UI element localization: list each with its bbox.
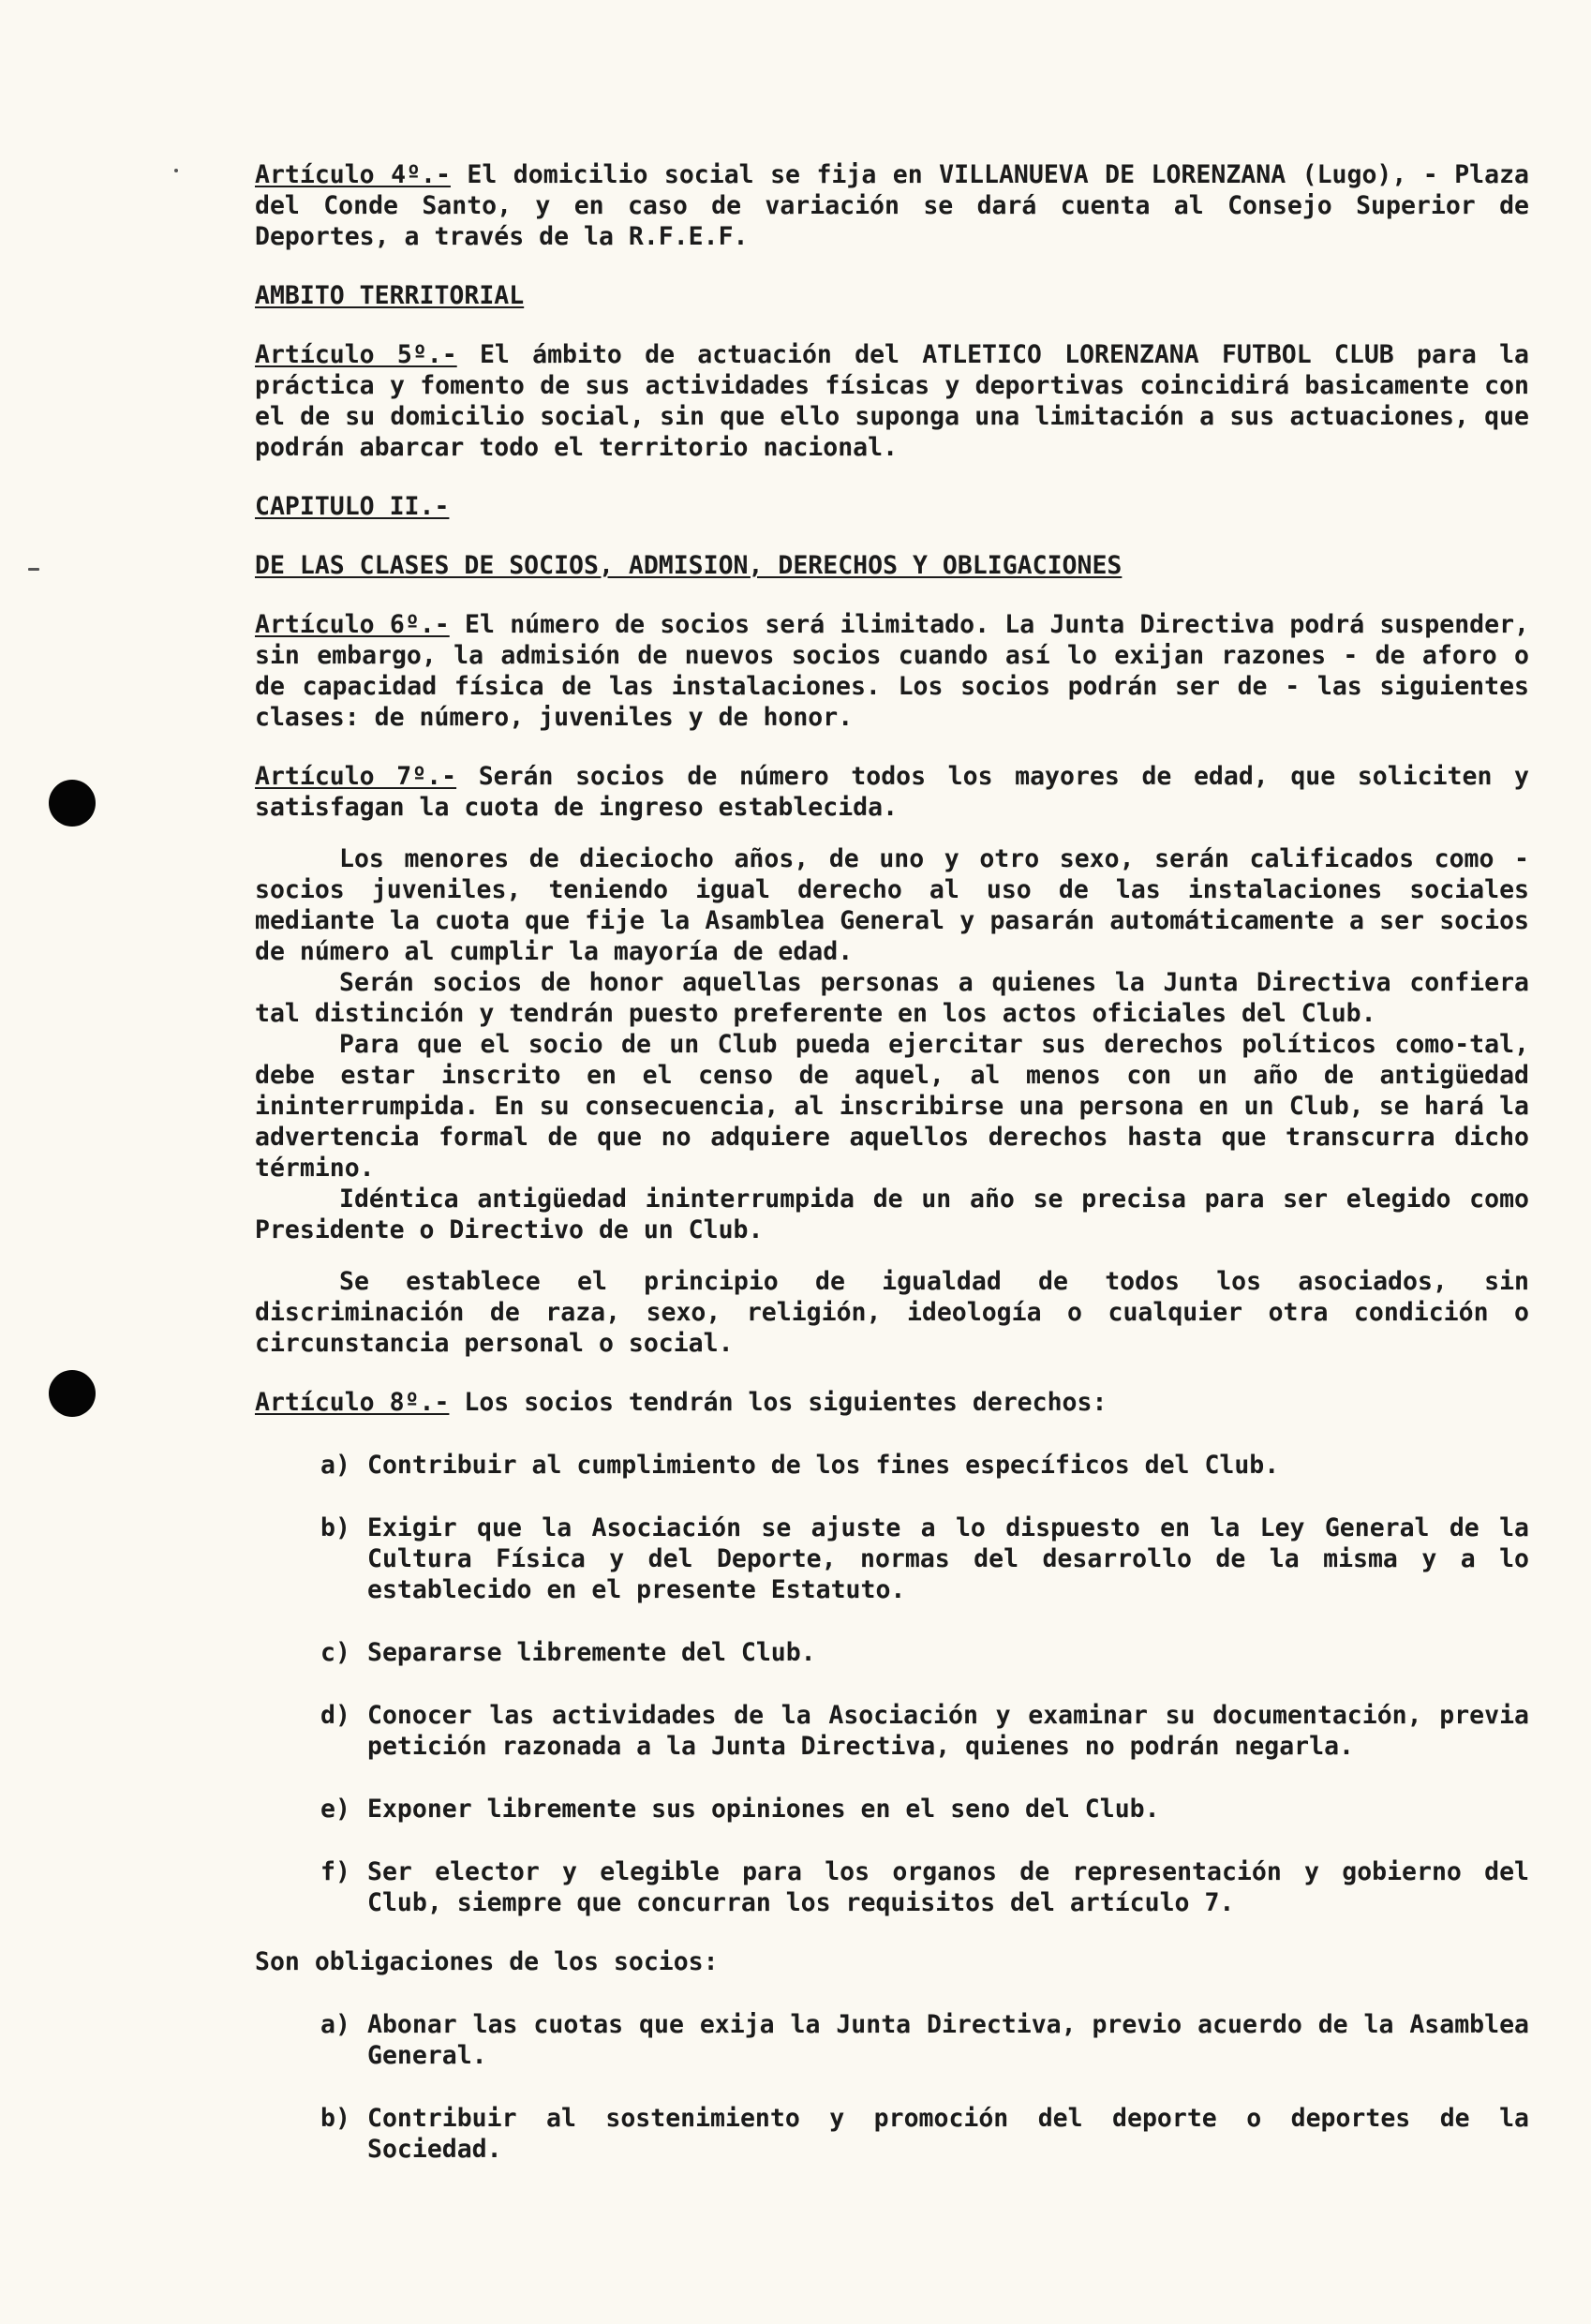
chapter-subheading-text: DE LAS CLASES DE SOCIOS, ADMISION, DERECHOS Y OBLIGACIONES bbox=[255, 551, 1123, 580]
article-5-heading: Artículo 5º.- bbox=[255, 340, 457, 369]
article-7-text: Serán socios de número todos los mayores de edad, que soliciten y satisfagan la cuota de ingreso establecida. bbox=[255, 762, 1529, 822]
list-letter: d) bbox=[320, 1701, 350, 1730]
article-8-heading: Artículo 8º.- bbox=[255, 1388, 450, 1417]
document-body bbox=[255, 159, 1529, 2165]
right-item-c bbox=[255, 1637, 1529, 1668]
list-letter: c) bbox=[320, 1638, 350, 1667]
article-4-text: El domicilio social se fija en VILLANUEVA DE LORENZANA (Lugo), - Plaza del Conde Santo, y en caso de variación se dará cuenta al Consejo Superior de Deportes, a través de la R.F.E.F. bbox=[255, 160, 1529, 251]
article-4-heading: Artículo 4º.- bbox=[255, 160, 451, 189]
speck-mark bbox=[28, 568, 39, 571]
speck-mark bbox=[174, 169, 178, 172]
article-7-paragraph-2: Serán socios de honor aquellas personas a quienes la Junta Directiva confiera tal distinción y tendrán puesto preferente en los actos oficiales del Club. bbox=[255, 968, 1529, 1028]
punch-hole-top bbox=[49, 780, 96, 827]
list-text: Separarse libremente del Club. bbox=[367, 1638, 816, 1667]
right-item-e bbox=[255, 1794, 1529, 1825]
right-item-d bbox=[255, 1700, 1529, 1762]
list-letter: b) bbox=[320, 1513, 350, 1542]
ambito-heading bbox=[255, 280, 1529, 311]
ambito-heading-text: AMBITO TERRITORIAL bbox=[255, 281, 525, 310]
article-7 bbox=[255, 761, 1529, 823]
article-8 bbox=[255, 1387, 1529, 1418]
list-text: Ser elector y elegible para los organos de representación y gobierno del Club, siempre que concurran los requisitos del artículo 7. bbox=[367, 1857, 1529, 1917]
list-letter: e) bbox=[320, 1795, 350, 1824]
obligations-heading: Son obligaciones de los socios: bbox=[255, 1947, 719, 1976]
punch-hole-bottom bbox=[49, 1370, 96, 1417]
article-7-paragraph-5: Se establece el principio de igualdad de todos los asociados, sin discriminación de raza, sexo, religión, ideología o cualquier otra condición o circunstancia personal o social. bbox=[255, 1267, 1529, 1358]
list-text: Contribuir al cumplimiento de los fines específicos del Club. bbox=[367, 1451, 1280, 1480]
obligation-item-b bbox=[255, 2103, 1529, 2165]
article-7-heading: Artículo 7º.- bbox=[255, 762, 457, 791]
right-item-b bbox=[255, 1512, 1529, 1605]
article-6 bbox=[255, 609, 1529, 733]
article-5-text: El ámbito de actuación del ATLETICO LORENZANA FUTBOL CLUB para la práctica y fomento de sus actividades físicas y deportivas coincidirá basicamente con el de su domicilio social, sin que ello suponga una limitación a sus actuaciones, que podrán abarcar todo el territorio nacional. bbox=[255, 340, 1529, 462]
list-text: Contribuir al sostenimiento y promoción del deporte o deportes de la Sociedad. bbox=[367, 2104, 1529, 2164]
list-text: Abonar las cuotas que exija la Junta Directiva, previo acuerdo de la Asamblea General. bbox=[367, 2010, 1529, 2070]
article-7-paragraph-3: Para que el socio de un Club pueda ejercitar sus derechos políticos como-tal, debe estar inscrito en el censo de aquel, al menos con un año de antigüedad ininterrumpida. En su consecuencia, al inscribirse una persona en un Club, se hará la advertencia formal de que no adquiere aquellos derechos hasta que transcurra dicho término. bbox=[255, 1030, 1529, 1183]
chapter-heading bbox=[255, 491, 1529, 522]
article-7-paragraph-4: Idéntica antigüedad ininterrumpida de un año se precisa para ser elegido como Presidente o Directivo de un Club. bbox=[255, 1184, 1529, 1244]
article-4 bbox=[255, 159, 1529, 252]
article-8-text: Los socios tendrán los siguientes derechos: bbox=[449, 1388, 1108, 1417]
list-letter: f) bbox=[320, 1857, 350, 1886]
list-letter: a) bbox=[320, 2010, 350, 2039]
chapter-subheading bbox=[255, 550, 1529, 581]
article-5 bbox=[255, 339, 1529, 463]
right-item-a bbox=[255, 1450, 1529, 1481]
chapter-heading-text: CAPITULO II.- bbox=[255, 492, 450, 521]
list-text: Exponer libremente sus opiniones en el seno del Club. bbox=[367, 1795, 1160, 1824]
list-text: Exigir que la Asociación se ajuste a lo dispuesto en la Ley General de la Cultura Física y del Deporte, normas del desarrollo de la misma y a lo establecido en el presente Estatuto. bbox=[367, 1513, 1529, 1604]
article-7-paragraph-1: Los menores de dieciocho años, de uno y otro sexo, serán calificados como - socios juveniles, teniendo igual derecho al uso de las instalaciones sociales mediante la cuota que fije la Asamblea General y pasarán automáticamente a ser socios de número al cumplir la mayoría de edad. bbox=[255, 844, 1529, 966]
list-letter: a) bbox=[320, 1451, 350, 1480]
article-6-heading: Artículo 6º.- bbox=[255, 610, 450, 639]
article-6-text: El número de socios será ilimitado. La Junta Directiva podrá suspender, sin embargo, la admisión de nuevos socios cuando así lo exijan razones - de aforo o de capacidad física de las instalaciones. Los socios podrán ser de - las siguientes clases: de número, juveniles y de honor. bbox=[255, 610, 1529, 732]
list-letter: b) bbox=[320, 2104, 350, 2133]
obligation-item-a bbox=[255, 2009, 1529, 2071]
list-text: Conocer las actividades de la Asociación y examinar su documentación, previa petición razonada a la Junta Directiva, quienes no podrán negarla. bbox=[367, 1701, 1529, 1761]
right-item-f bbox=[255, 1856, 1529, 1918]
